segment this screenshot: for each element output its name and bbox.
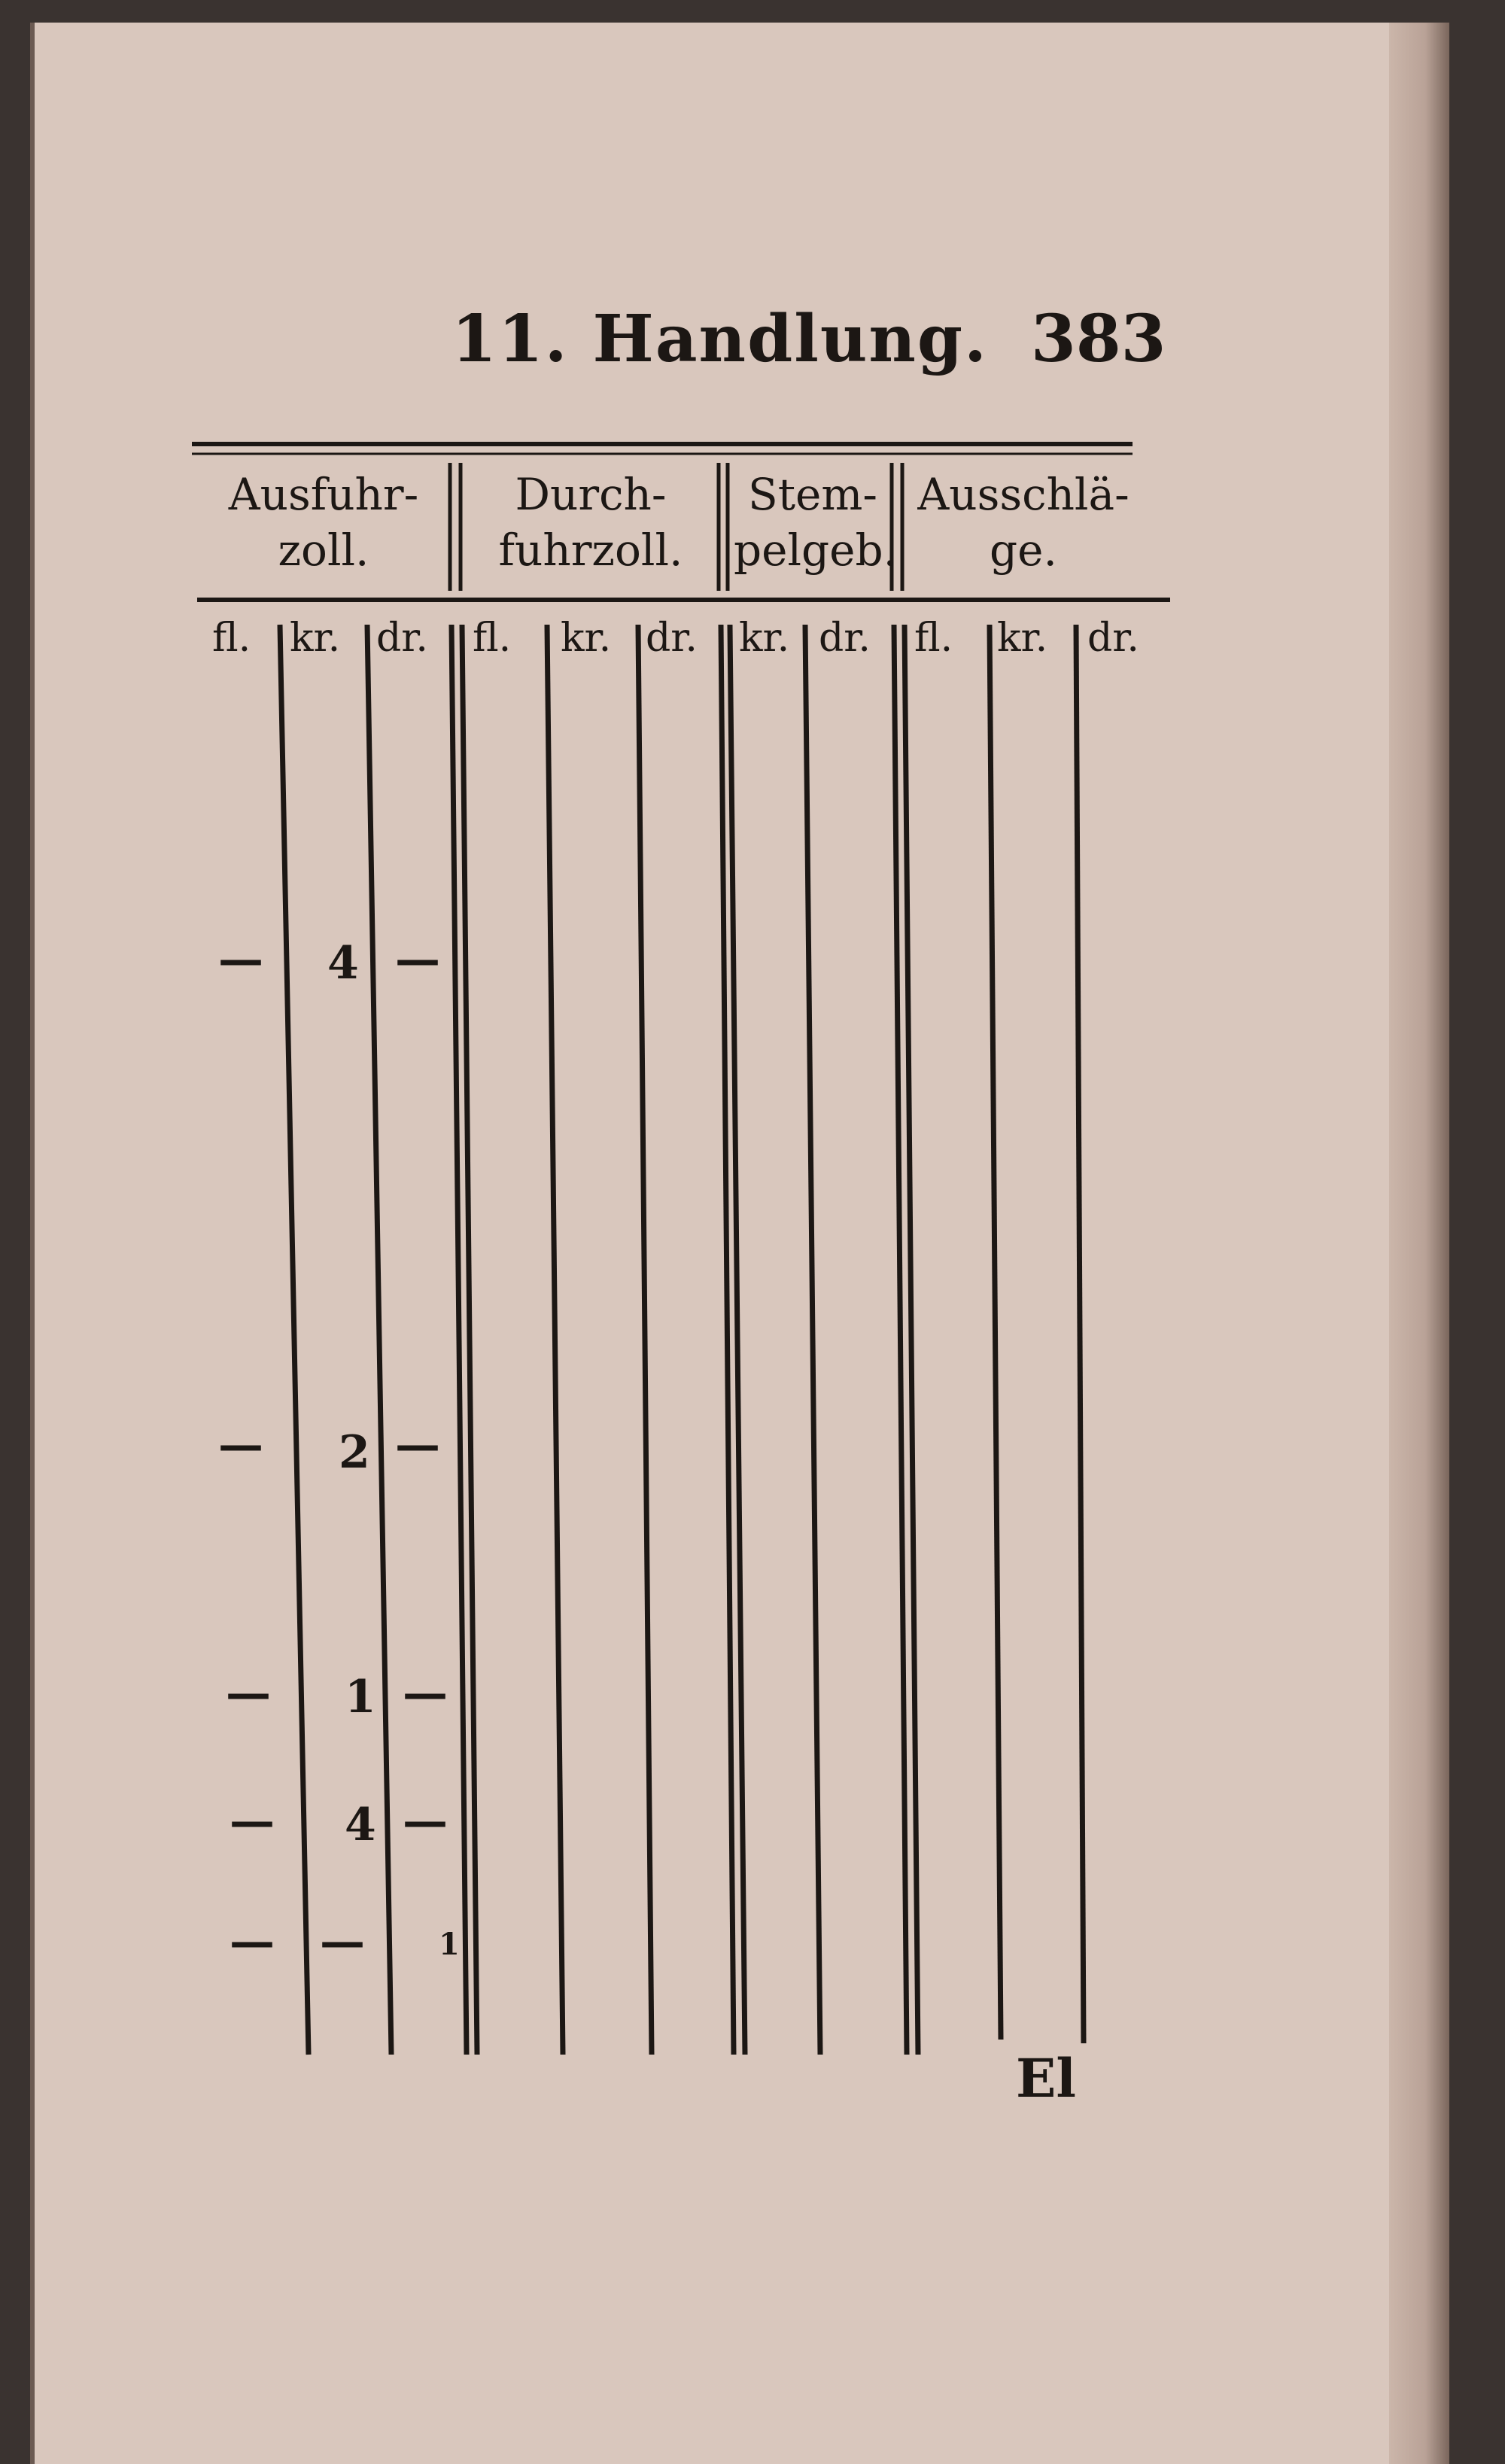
row-5-kr: — xyxy=(320,1915,365,1968)
unit-label: kr. xyxy=(739,616,790,661)
row-2-dr: — xyxy=(395,1419,440,1471)
column-header: Ausfuhr- zoll. xyxy=(228,469,419,576)
column-rule xyxy=(547,625,563,2055)
row-1-dr: — xyxy=(395,933,440,986)
running-head: 11. Handlung. xyxy=(451,301,988,377)
unit-label: kr. xyxy=(997,616,1048,661)
row-3-dr: — xyxy=(403,1667,448,1720)
unit-label: dr. xyxy=(1087,616,1139,661)
column-rule xyxy=(990,625,1001,2040)
row-3-fl: — xyxy=(226,1667,271,1720)
row-4-kr: 4 xyxy=(345,1799,376,1851)
unit-label: fl. xyxy=(473,616,512,661)
unit-label: dr. xyxy=(376,616,428,661)
column-rule xyxy=(805,625,820,2055)
row-5-dr: 1 xyxy=(439,1927,460,1962)
row-2-kr: 2 xyxy=(339,1426,370,1479)
unit-label: kr. xyxy=(561,616,612,661)
unit-label: dr. xyxy=(819,616,871,661)
column-rule xyxy=(1076,625,1084,2043)
row-2-fl: — xyxy=(218,1419,263,1471)
column-rule xyxy=(280,625,309,2055)
catchword: El xyxy=(1016,2047,1076,2110)
row-4-dr: — xyxy=(403,1795,448,1848)
row-5-fl: — xyxy=(230,1915,275,1968)
row-3-kr: 1 xyxy=(345,1671,376,1723)
row-1-fl: — xyxy=(218,933,263,986)
unit-label: fl. xyxy=(914,616,953,661)
unit-label: kr. xyxy=(290,616,341,661)
unit-label: fl. xyxy=(212,616,251,661)
column-header: Ausschlä- ge. xyxy=(917,469,1130,576)
row-4-fl: — xyxy=(230,1795,275,1848)
page-number: 383 xyxy=(1031,301,1166,377)
column-header: Durch- fuhrzoll. xyxy=(498,469,683,576)
unit-label: dr. xyxy=(646,616,698,661)
column-header: Stem- pelgeb. xyxy=(734,469,898,576)
column-rule xyxy=(638,625,652,2055)
row-1-kr: 4 xyxy=(327,937,359,990)
